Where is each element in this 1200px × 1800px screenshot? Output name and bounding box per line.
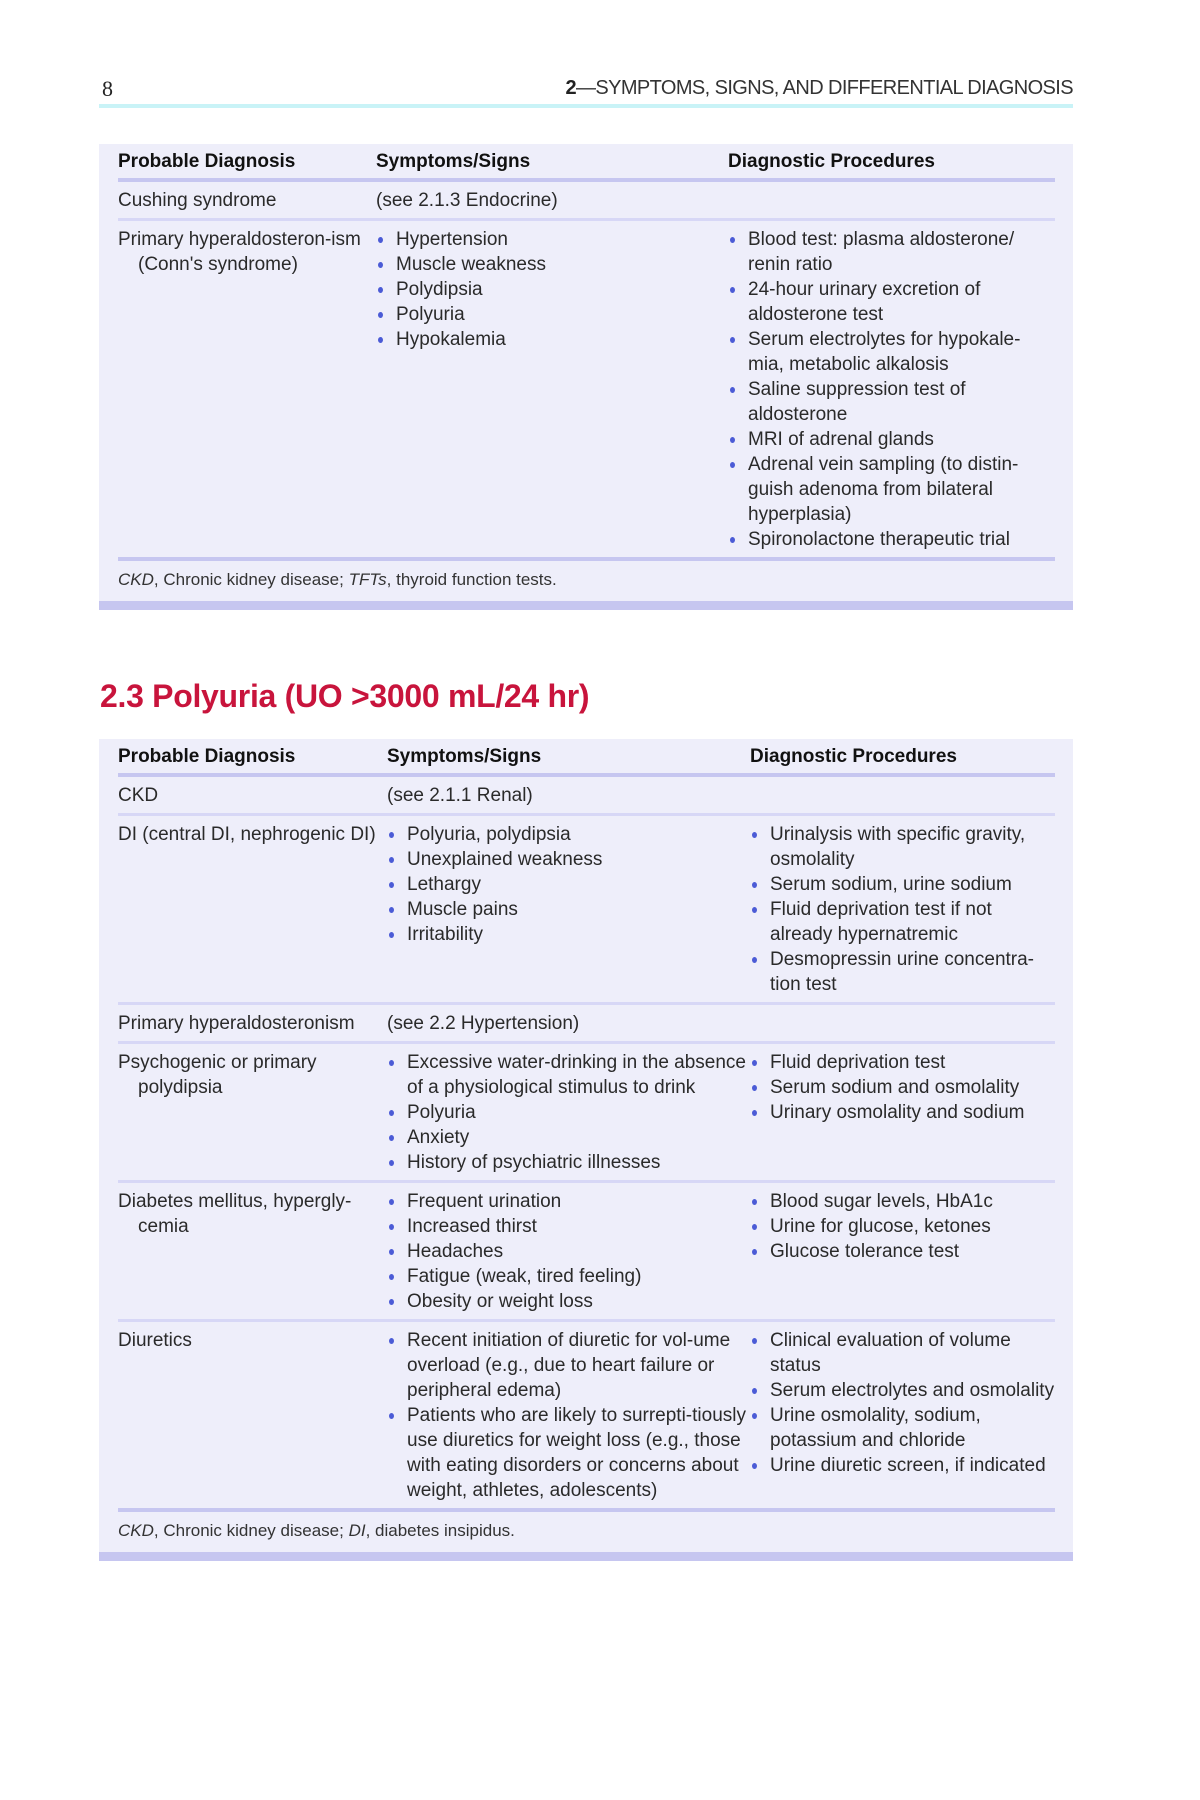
symptom-item bbox=[387, 1050, 750, 1100]
procedure-text: 24-hour urinary excretion of aldosterone test bbox=[748, 279, 981, 325]
procedures-cell bbox=[750, 1328, 1055, 1503]
bullet-icon bbox=[389, 1160, 394, 1166]
symptom-text: Polyuria, polydipsia bbox=[407, 824, 571, 845]
symptom-item bbox=[387, 847, 750, 872]
symptom-item bbox=[376, 277, 728, 302]
procedure-text: Urine osmolality, sodium, potassium and chloride bbox=[770, 1405, 981, 1451]
diagnosis-cell: Psychogenic or primary polydipsia bbox=[118, 1052, 317, 1098]
running-header bbox=[99, 74, 1073, 108]
symptom-text: Muscle pains bbox=[407, 899, 518, 920]
procedure-item bbox=[750, 1189, 1055, 1214]
bullet-icon bbox=[389, 1135, 394, 1141]
footnote-text: , thyroid function tests. bbox=[386, 570, 557, 589]
page-number: 8 bbox=[102, 76, 113, 101]
table-footnote bbox=[118, 1512, 1055, 1552]
diagnosis-cell: CKD bbox=[118, 785, 159, 806]
bullet-icon bbox=[389, 907, 394, 913]
symptom-item bbox=[387, 1239, 750, 1264]
bullet-icon bbox=[389, 882, 394, 888]
symptom-text: Excessive water-drinking in the absence of a physiological stimulus to drink bbox=[407, 1052, 747, 1098]
procedure-item bbox=[750, 1075, 1055, 1100]
bullet-icon bbox=[389, 932, 394, 938]
bullet-icon bbox=[752, 1463, 757, 1469]
bullet-icon bbox=[752, 1413, 757, 1419]
procedure-text: Urinary osmolality and sodium bbox=[770, 1102, 1025, 1123]
bullet-icon bbox=[752, 1060, 757, 1066]
bullet-icon bbox=[389, 1060, 394, 1066]
procedure-text: Desmopressin urine concentra-tion test bbox=[770, 949, 1035, 995]
symptom-item bbox=[376, 327, 728, 352]
symptoms-cell bbox=[376, 188, 728, 213]
symptom-item bbox=[387, 1264, 750, 1289]
symptom-list bbox=[376, 227, 728, 352]
symptoms-cell bbox=[387, 1011, 750, 1036]
bullet-icon bbox=[378, 262, 383, 268]
symptom-item bbox=[387, 1328, 750, 1403]
procedure-item bbox=[728, 277, 1055, 327]
symptoms-cell bbox=[387, 1050, 750, 1175]
symptom-item bbox=[387, 1289, 750, 1314]
procedure-text: Urinalysis with specific gravity, osmolality bbox=[770, 824, 1026, 870]
bullet-icon bbox=[752, 1388, 757, 1394]
symptom-text: Hypertension bbox=[396, 229, 508, 250]
bullet-icon bbox=[730, 437, 735, 443]
symptom-text: Lethargy bbox=[407, 874, 481, 895]
bullet-icon bbox=[752, 1249, 757, 1255]
procedure-list bbox=[750, 822, 1055, 997]
symptom-item bbox=[387, 1214, 750, 1239]
symptom-item bbox=[387, 872, 750, 897]
symptom-list bbox=[387, 1050, 750, 1175]
symptom-text: Irritability bbox=[407, 924, 484, 945]
procedures-cell bbox=[750, 1189, 1055, 1314]
symptom-text: Patients who are likely to surrepti-tiously use diuretics for weight loss (e.g., those with eating disorders or concerns about weight, athletes, adolescents) bbox=[407, 1405, 746, 1501]
procedure-list bbox=[750, 1328, 1055, 1478]
procedure-item bbox=[728, 452, 1055, 527]
cross-reference: (see 2.1.3 Endocrine) bbox=[376, 190, 558, 211]
bullet-icon bbox=[378, 237, 383, 243]
bullet-icon bbox=[730, 287, 735, 293]
bullet-icon bbox=[752, 957, 757, 963]
symptom-text: Muscle weakness bbox=[396, 254, 546, 275]
bullet-icon bbox=[752, 882, 757, 888]
chapter-title-text: —SYMPTOMS, SIGNS, AND DIFFERENTIAL DIAGNOSIS bbox=[575, 77, 1073, 99]
procedure-text: Saline suppression test of aldosterone bbox=[748, 379, 966, 425]
procedure-text: Glucose tolerance test bbox=[770, 1241, 960, 1262]
table-polyuria bbox=[99, 739, 1073, 1561]
table-header-row bbox=[118, 739, 1055, 777]
symptom-item bbox=[387, 1125, 750, 1150]
procedure-item bbox=[750, 1403, 1055, 1453]
procedure-list bbox=[750, 1050, 1055, 1125]
procedure-item bbox=[750, 897, 1055, 947]
bullet-icon bbox=[389, 1274, 394, 1280]
bullet-icon bbox=[730, 537, 735, 543]
bullet-icon bbox=[378, 312, 383, 318]
diagnosis-cell: Primary hyperaldosteronism bbox=[118, 1013, 355, 1034]
table-row bbox=[118, 1044, 1055, 1183]
bullet-icon bbox=[389, 1338, 394, 1344]
symptoms-cell bbox=[387, 783, 750, 808]
bullet-icon bbox=[752, 907, 757, 913]
bullet-icon bbox=[378, 287, 383, 293]
symptom-item bbox=[387, 822, 750, 847]
procedures-cell bbox=[728, 227, 1055, 552]
bullet-icon bbox=[730, 237, 735, 243]
cross-reference: (see 2.2 Hypertension) bbox=[387, 1013, 580, 1034]
bullet-icon bbox=[389, 1413, 394, 1419]
bullet-icon bbox=[752, 1085, 757, 1091]
bullet-icon bbox=[752, 832, 757, 838]
symptom-item bbox=[376, 227, 728, 252]
procedure-item bbox=[750, 1100, 1055, 1125]
table-row bbox=[118, 1005, 1055, 1044]
symptom-text: Unexplained weakness bbox=[407, 849, 603, 870]
procedure-text: Serum sodium and osmolality bbox=[770, 1077, 1020, 1098]
procedure-item bbox=[750, 1378, 1055, 1403]
table-row bbox=[118, 1322, 1055, 1512]
procedure-item bbox=[728, 427, 1055, 452]
procedure-text: Spironolactone therapeutic trial bbox=[748, 529, 1010, 550]
symptom-list bbox=[387, 1328, 750, 1503]
table-row bbox=[118, 816, 1055, 1005]
procedure-item bbox=[750, 872, 1055, 897]
symptom-item bbox=[376, 252, 728, 277]
diagnosis-cell: Primary hyperaldosteron-ism (Conn's syndrome) bbox=[118, 229, 361, 275]
bullet-icon bbox=[730, 462, 735, 468]
procedure-text: Serum electrolytes for hypokale-mia, metabolic alkalosis bbox=[748, 329, 1021, 375]
procedure-text: Urine diuretic screen, if indicated bbox=[770, 1455, 1046, 1476]
procedure-text: Urine for glucose, ketones bbox=[770, 1216, 991, 1237]
footnote-text: , Chronic kidney disease; bbox=[153, 570, 349, 589]
procedure-item bbox=[750, 1239, 1055, 1264]
diagnosis-cell: Diabetes mellitus, hypergly-cemia bbox=[118, 1191, 352, 1237]
symptoms-cell bbox=[387, 1189, 750, 1314]
bullet-icon bbox=[752, 1110, 757, 1116]
symptom-text: Polydipsia bbox=[396, 279, 483, 300]
table-row bbox=[118, 182, 1055, 221]
bullet-icon bbox=[389, 857, 394, 863]
procedures-cell bbox=[750, 822, 1055, 997]
table-row bbox=[118, 1183, 1055, 1322]
cross-reference: (see 2.1.1 Renal) bbox=[387, 785, 533, 806]
symptom-list bbox=[387, 822, 750, 947]
symptom-text: Frequent urination bbox=[407, 1191, 562, 1212]
table-row bbox=[118, 777, 1055, 816]
symptom-text: History of psychiatric illnesses bbox=[407, 1152, 661, 1173]
symptom-text: Polyuria bbox=[407, 1102, 476, 1123]
symptom-text: Increased thirst bbox=[407, 1216, 537, 1237]
symptoms-cell bbox=[387, 822, 750, 997]
procedure-item bbox=[750, 822, 1055, 872]
bullet-icon bbox=[378, 337, 383, 343]
column-header: Probable Diagnosis bbox=[118, 151, 296, 172]
footnote-abbr: DI bbox=[348, 1521, 366, 1540]
symptom-item bbox=[387, 1100, 750, 1125]
diagnosis-cell: Diuretics bbox=[118, 1330, 192, 1351]
procedure-item bbox=[750, 1050, 1055, 1075]
procedure-text: Clinical evaluation of volume status bbox=[770, 1330, 1011, 1376]
bullet-icon bbox=[752, 1224, 757, 1230]
footnote-text: , diabetes insipidus. bbox=[365, 1521, 515, 1540]
symptom-text: Hypokalemia bbox=[396, 329, 506, 350]
bullet-icon bbox=[389, 1199, 394, 1205]
symptom-text: Polyuria bbox=[396, 304, 465, 325]
procedure-text: MRI of adrenal glands bbox=[748, 429, 934, 450]
bullet-icon bbox=[752, 1338, 757, 1344]
diagnosis-cell: DI (central DI, nephrogenic DI) bbox=[118, 824, 376, 845]
procedure-item bbox=[750, 947, 1055, 997]
procedure-item bbox=[728, 527, 1055, 552]
symptoms-cell bbox=[387, 1328, 750, 1503]
procedure-item bbox=[728, 377, 1055, 427]
bullet-icon bbox=[389, 1110, 394, 1116]
procedure-text: Adrenal vein sampling (to distin-guish adenoma from bilateral hyperplasia) bbox=[748, 454, 1019, 525]
column-header: Probable Diagnosis bbox=[118, 746, 296, 767]
symptom-item bbox=[387, 922, 750, 947]
symptom-text: Fatigue (weak, tired feeling) bbox=[407, 1266, 642, 1287]
procedures-cell bbox=[728, 188, 1055, 213]
symptom-item bbox=[376, 302, 728, 327]
table-footnote bbox=[118, 561, 1055, 601]
table-header-row bbox=[118, 144, 1055, 182]
procedure-text: Serum sodium, urine sodium bbox=[770, 874, 1012, 895]
column-header: Symptoms/Signs bbox=[387, 746, 542, 767]
symptom-text: Recent initiation of diuretic for vol-ume overload (e.g., due to heart failure or peripheral edema) bbox=[407, 1330, 731, 1401]
procedure-item bbox=[750, 1328, 1055, 1378]
procedure-text: Fluid deprivation test if not already hypernatremic bbox=[770, 899, 992, 945]
bullet-icon bbox=[389, 1224, 394, 1230]
procedures-cell bbox=[750, 1050, 1055, 1175]
procedure-text: Blood test: plasma aldosterone/ renin ratio bbox=[748, 229, 1015, 275]
column-header: Diagnostic Procedures bbox=[728, 151, 935, 172]
procedures-cell bbox=[750, 1011, 1055, 1036]
symptoms-cell bbox=[376, 227, 728, 552]
symptom-text: Obesity or weight loss bbox=[407, 1291, 593, 1312]
procedures-cell bbox=[750, 783, 1055, 808]
symptom-list bbox=[387, 1189, 750, 1314]
procedure-item bbox=[728, 327, 1055, 377]
symptom-text: Anxiety bbox=[407, 1127, 470, 1148]
procedure-list bbox=[750, 1189, 1055, 1264]
bullet-icon bbox=[752, 1199, 757, 1205]
procedure-text: Serum electrolytes and osmolality bbox=[770, 1380, 1055, 1401]
symptom-item bbox=[387, 1189, 750, 1214]
footnote-abbr: CKD bbox=[118, 1521, 154, 1540]
footnote-abbr: CKD bbox=[118, 570, 154, 589]
chapter-title bbox=[565, 77, 1073, 100]
symptom-item bbox=[387, 1150, 750, 1175]
column-header: Symptoms/Signs bbox=[376, 151, 531, 172]
table-hyperaldosteronism-continued bbox=[99, 144, 1073, 610]
symptom-item bbox=[387, 1403, 750, 1503]
procedure-text: Fluid deprivation test bbox=[770, 1052, 946, 1073]
bullet-icon bbox=[389, 1249, 394, 1255]
procedure-item bbox=[750, 1214, 1055, 1239]
bullet-icon bbox=[730, 337, 735, 343]
section-title: 2.3 Polyuria (UO >3000 mL/24 hr) bbox=[100, 678, 590, 714]
footnote-text: , Chronic kidney disease; bbox=[153, 1521, 349, 1540]
procedure-list bbox=[728, 227, 1055, 552]
bullet-icon bbox=[730, 387, 735, 393]
procedure-item bbox=[750, 1453, 1055, 1478]
bullet-icon bbox=[389, 832, 394, 838]
procedure-item bbox=[728, 227, 1055, 277]
symptom-text: Headaches bbox=[407, 1241, 504, 1262]
procedure-text: Blood sugar levels, HbA1c bbox=[770, 1191, 993, 1212]
symptom-item bbox=[387, 897, 750, 922]
footnote-abbr: TFTs bbox=[348, 570, 387, 589]
column-header: Diagnostic Procedures bbox=[750, 746, 957, 767]
table-row bbox=[118, 221, 1055, 561]
diagnosis-cell: Cushing syndrome bbox=[118, 190, 277, 211]
bullet-icon bbox=[389, 1299, 394, 1305]
chapter-number: 2 bbox=[565, 77, 576, 99]
